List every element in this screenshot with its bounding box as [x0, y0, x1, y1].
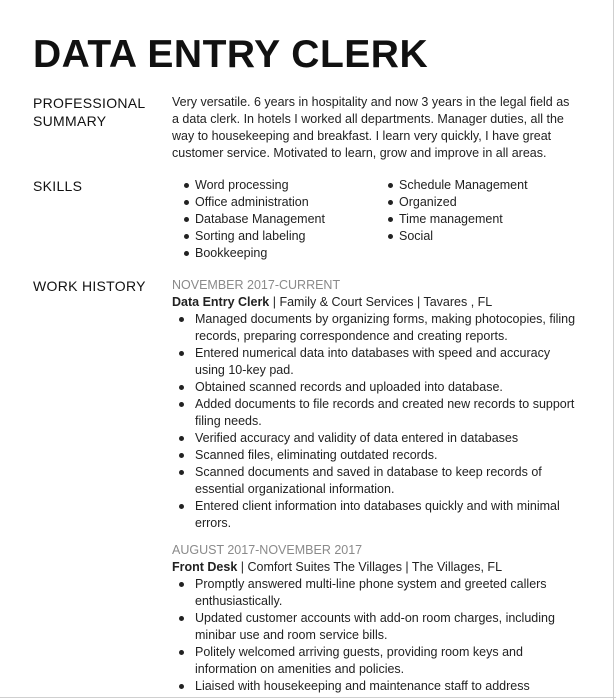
job-entry-1 [172, 277, 582, 532]
section-label-skills: SKILLS [33, 178, 83, 194]
job-entry-2 [172, 542, 582, 695]
skill-item: Social [381, 228, 528, 245]
page-border-bottom [0, 697, 616, 698]
skill-item: Organized [381, 194, 528, 211]
job-heading [172, 559, 582, 576]
section-label-summary [33, 94, 146, 130]
skill-item: Word processing [177, 177, 325, 194]
skills-column-2 [381, 177, 528, 245]
skill-item: Bookkeeping [177, 245, 325, 262]
job-duty: Managed documents by organizing forms, making photocopies, filing records, preparing correspondence and creating reports. [172, 311, 582, 345]
job-duty: Verified accuracy and validity of data entered in databases [172, 430, 582, 447]
job-title: Data Entry Clerk [172, 295, 270, 309]
job-dates: AUGUST 2017-NOVEMBER 2017 [172, 543, 363, 557]
job-employer: | Comfort Suites The Villages | The Villages, FL [237, 560, 503, 574]
skill-item: Time management [381, 211, 528, 228]
job-duty: Promptly answered multi-line phone system and greeted callers enthusiastically. [172, 576, 582, 610]
job-employer: | Family & Court Services | Tavares , FL [269, 295, 493, 309]
skill-item: Schedule Management [381, 177, 528, 194]
job-dates: NOVEMBER 2017-CURRENT [172, 278, 341, 292]
page-border-right [613, 0, 614, 700]
section-label-work-history: WORK HISTORY [33, 278, 146, 294]
skill-item: Office administration [177, 194, 325, 211]
summary-label-line-1: PROFESSIONAL [33, 95, 146, 111]
job-duty: Liaised with housekeeping and maintenance staff to address [172, 678, 582, 695]
job-duty: Politely welcomed arriving guests, providing room keys and information on amenities and policies. [172, 644, 582, 678]
job-duty: Scanned documents and saved in database to keep records of essential organizational information. [172, 464, 582, 498]
job-duty: Obtained scanned records and uploaded into database. [172, 379, 582, 396]
job-title: Front Desk [172, 560, 238, 574]
resume-title: DATA ENTRY CLERK [33, 33, 429, 76]
job-duty: Scanned files, eliminating outdated records. [172, 447, 582, 464]
job-duty: Added documents to file records and created new records to support filing needs. [172, 396, 582, 430]
job-duty: Entered client information into databases quickly and with minimal errors. [172, 498, 582, 532]
summary-label-line-2: SUMMARY [33, 113, 107, 129]
job-duty: Updated customer accounts with add-on room charges, including minibar use and room service bills. [172, 610, 582, 644]
skill-item: Sorting and labeling [177, 228, 325, 245]
job-duties-list [172, 311, 582, 532]
summary-text: Very versatile. 6 years in hospitality and now 3 years in the legal field as a data clerk. In hotels I worked all departments. Manager duties, all the way to housekeeping and breakfast. I learn very quickly, I have great customer service. Motivated to learn, grow and improve in all areas. [172, 95, 570, 160]
job-duties-list [172, 576, 582, 695]
skills-column-1 [177, 177, 325, 262]
job-heading [172, 294, 582, 311]
skill-item: Database Management [177, 211, 325, 228]
job-duty: Entered numerical data into databases with speed and accuracy using 10-key pad. [172, 345, 582, 379]
